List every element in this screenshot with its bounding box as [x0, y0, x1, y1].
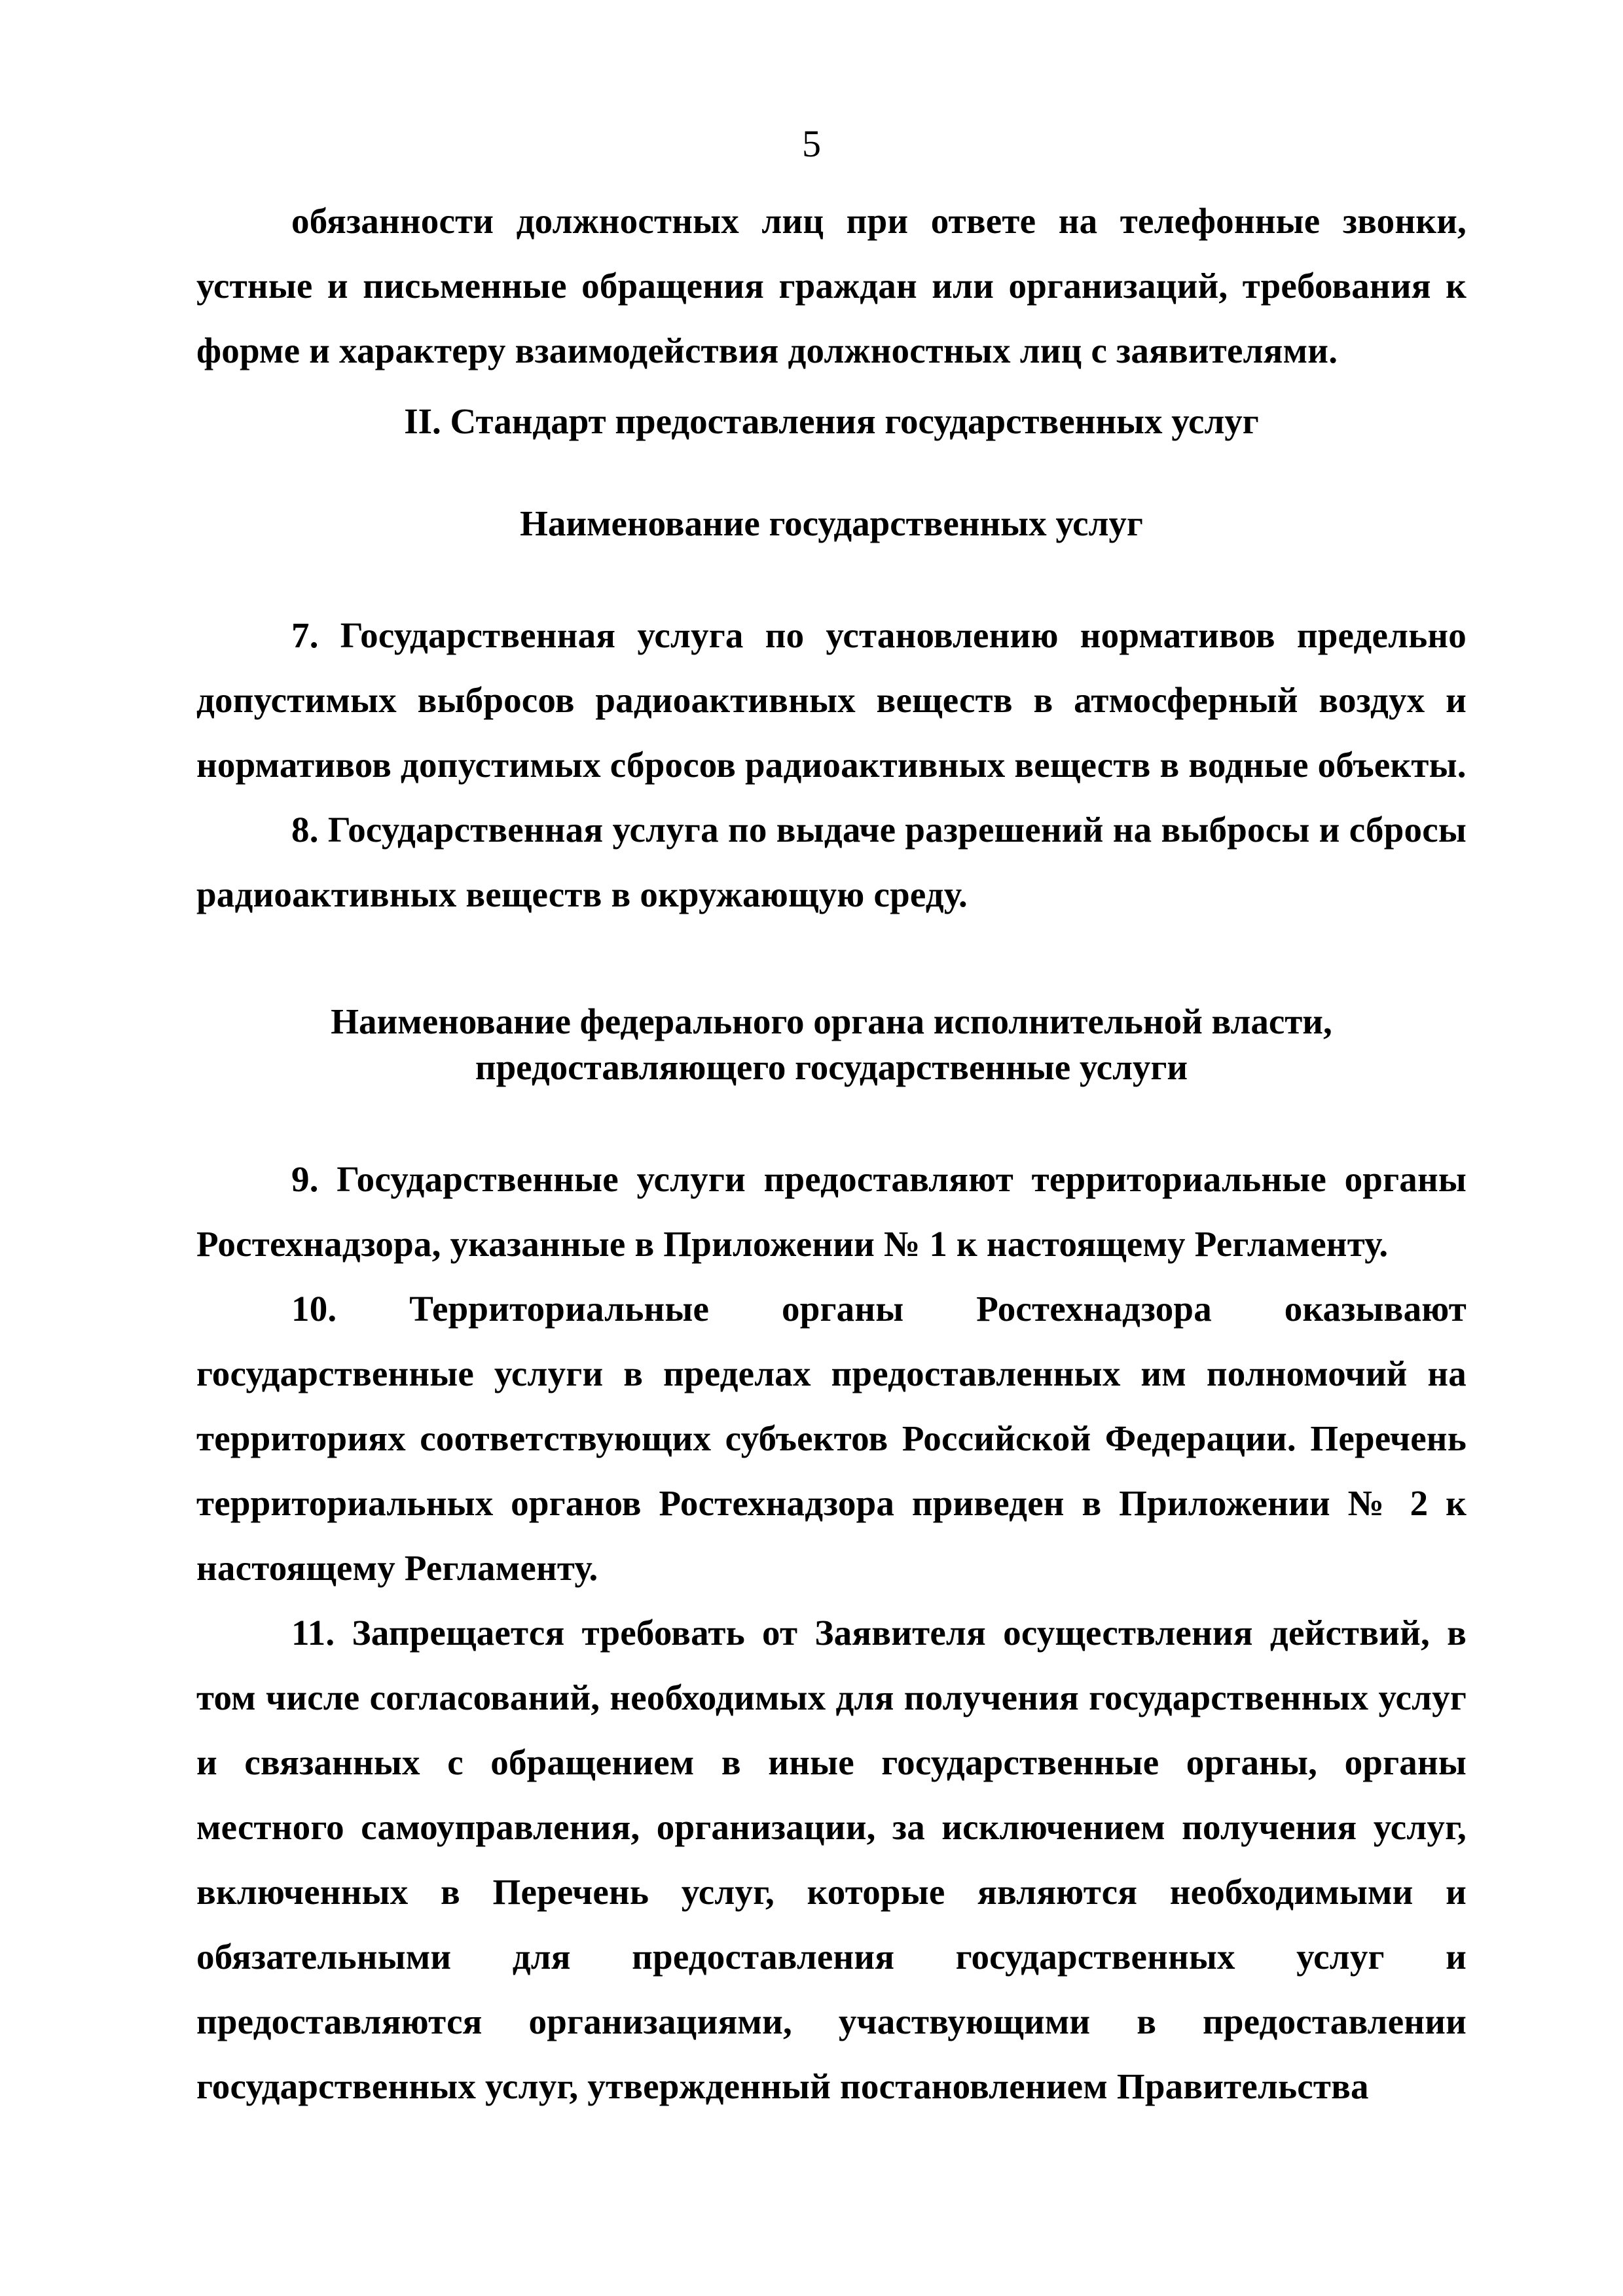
- paragraph-10: 10. Территориальные органы Ростехнадзора оказывают государственные услуги в пределах предоставленных им полномочий на территориях соответствующих субъектов Российской Федерации. Перечень территориальных органов Ростехнадзора приведен в Приложении № 2 к настоящему Регламенту.: [196, 1289, 1467, 1588]
- document-body: [196, 188, 1467, 2119]
- subheading-service-names: Наименование государственных услуг: [520, 503, 1143, 543]
- paragraph-7: 7. Государственная услуга по установлению нормативов предельно допустимых выбросов радиоактивных веществ в атмосферный воздух и нормативов допустимых сбросов радиоактивных веществ в водные объекты.: [196, 615, 1467, 785]
- paragraph-11: 11. Запрещается требовать от Заявителя осуществления действий, в том числе согласований, необходимых для получения государственных услуг и связанных с обращением в иные государственные органы, органы местного самоуправления, организации, за исключением получения услуг, включенных в Перечень услуг, которые являются необходимыми и обязательными для предоставления государственных услуг и предоставляются организациями, участвующими в предоставлении государственных услуг, утвержденный постановлением Правительства: [196, 1613, 1467, 2106]
- paragraph-9: 9. Государственные услуги предоставляют территориальные органы Ростехнадзора, указанные в Приложении № 1 к настоящему Регламенту.: [196, 1159, 1467, 1264]
- intro-paragraph: обязанности должностных лиц при ответе на телефонные звонки, устные и письменные обращения граждан или организаций, требования к форме и характеру взаимодействия должностных лиц с заявителями.: [196, 201, 1467, 370]
- paragraph-8: 8. Государственная услуга по выдаче разрешений на выбросы и сбросы радиоактивных веществ в окружающую среду.: [196, 810, 1467, 914]
- subheading-federal-authority-line-2: предоставляющего государственные услуги: [475, 1047, 1188, 1087]
- page-number: 5: [802, 122, 821, 165]
- subheading-federal-authority: [196, 999, 1467, 1090]
- subheading-federal-authority-line-1: Наименование федерального органа исполнительной власти,: [331, 1001, 1332, 1041]
- section-title: II. Стандарт предоставления государственных услуг: [404, 401, 1259, 441]
